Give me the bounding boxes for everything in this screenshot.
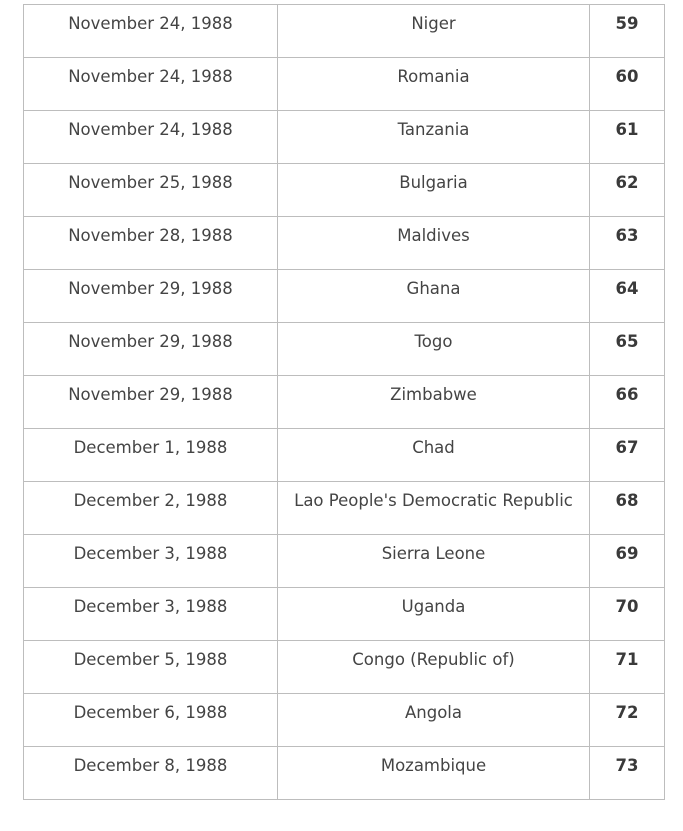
table-row — [24, 641, 665, 694]
country-cell: Togo — [278, 323, 590, 376]
recognition-date-cell: December 5, 1988 — [24, 641, 278, 694]
country-cell: Romania — [278, 58, 590, 111]
table-row — [24, 111, 665, 164]
recognition-date-cell: December 1, 1988 — [24, 429, 278, 482]
table-row — [24, 217, 665, 270]
recognition-number-cell: 70 — [590, 588, 665, 641]
table-row — [24, 164, 665, 217]
recognition-number-cell: 68 — [590, 482, 665, 535]
recognition-number-cell: 73 — [590, 747, 665, 800]
recognition-number-cell: 71 — [590, 641, 665, 694]
country-cell: Lao People's Democratic Republic — [278, 482, 590, 535]
country-cell: Maldives — [278, 217, 590, 270]
recognition-number-cell: 65 — [590, 323, 665, 376]
country-cell: Mozambique — [278, 747, 590, 800]
recognition-date-cell: December 3, 1988 — [24, 588, 278, 641]
table-row — [24, 694, 665, 747]
country-cell: Bulgaria — [278, 164, 590, 217]
recognition-date-cell: December 3, 1988 — [24, 535, 278, 588]
table-row — [24, 747, 665, 800]
table-row — [24, 535, 665, 588]
recognition-table — [23, 4, 665, 800]
recognition-date-cell: December 6, 1988 — [24, 694, 278, 747]
recognition-date-cell: November 24, 1988 — [24, 111, 278, 164]
recognition-date-cell: November 24, 1988 — [24, 58, 278, 111]
table-row — [24, 482, 665, 535]
country-cell: Chad — [278, 429, 590, 482]
recognition-number-cell: 63 — [590, 217, 665, 270]
recognition-date-cell: November 24, 1988 — [24, 5, 278, 58]
country-cell: Tanzania — [278, 111, 590, 164]
recognition-number-cell: 62 — [590, 164, 665, 217]
table-row — [24, 429, 665, 482]
table-row — [24, 58, 665, 111]
table-row — [24, 323, 665, 376]
country-cell: Niger — [278, 5, 590, 58]
table-row — [24, 5, 665, 58]
recognition-date-cell: November 29, 1988 — [24, 323, 278, 376]
recognition-date-cell: November 29, 1988 — [24, 376, 278, 429]
recognition-number-cell: 61 — [590, 111, 665, 164]
table-row — [24, 270, 665, 323]
country-cell: Angola — [278, 694, 590, 747]
recognition-number-cell: 72 — [590, 694, 665, 747]
recognition-date-cell: November 29, 1988 — [24, 270, 278, 323]
country-cell: Congo (Republic of) — [278, 641, 590, 694]
recognition-number-cell: 66 — [590, 376, 665, 429]
country-cell: Ghana — [278, 270, 590, 323]
country-cell: Uganda — [278, 588, 590, 641]
country-cell: Sierra Leone — [278, 535, 590, 588]
recognition-number-cell: 60 — [590, 58, 665, 111]
recognition-number-cell: 69 — [590, 535, 665, 588]
country-cell: Zimbabwe — [278, 376, 590, 429]
recognition-date-cell: November 25, 1988 — [24, 164, 278, 217]
table-row — [24, 588, 665, 641]
recognition-date-cell: December 2, 1988 — [24, 482, 278, 535]
recognition-table-body — [24, 5, 665, 800]
recognition-date-cell: December 8, 1988 — [24, 747, 278, 800]
recognition-number-cell: 67 — [590, 429, 665, 482]
recognition-date-cell: November 28, 1988 — [24, 217, 278, 270]
recognition-number-cell: 59 — [590, 5, 665, 58]
table-row — [24, 376, 665, 429]
recognition-number-cell: 64 — [590, 270, 665, 323]
